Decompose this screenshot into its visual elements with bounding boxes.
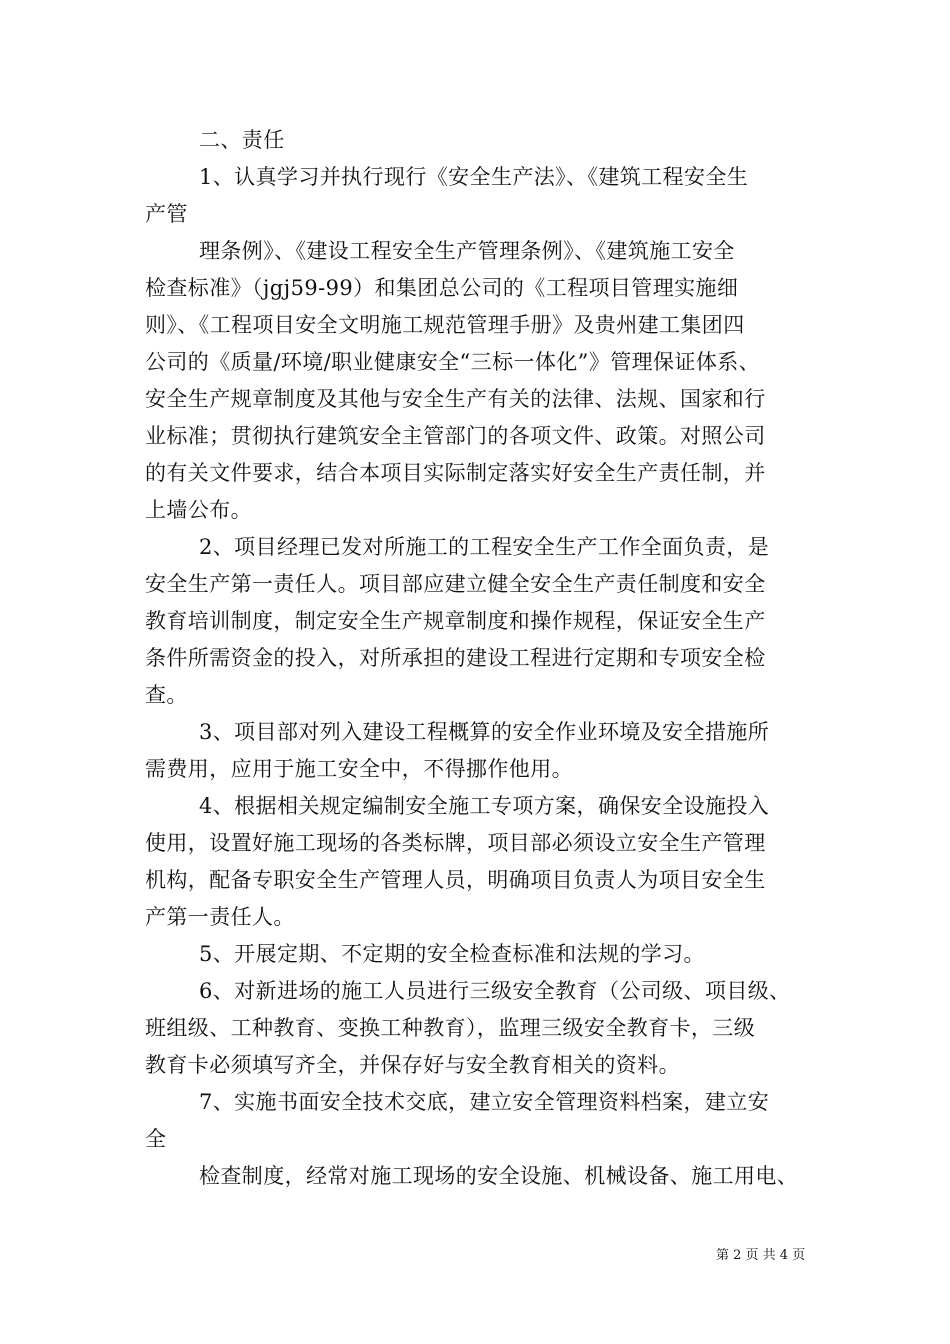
paragraph-4-line-4: 产第一责任人。 xyxy=(145,905,295,929)
paragraph-1b-line-5: 安全生产规章制度及其他与安全生产有关的法律、法规、国家和行 xyxy=(145,387,766,411)
paragraph-1b-line-3: 则》、《工程项目安全文明施工规范管理手册》及贵州建工集团四 xyxy=(145,313,745,337)
paragraph-2-line-4: 条件所需资金的投入，对所承担的建设工程进行定期和专项安全检 xyxy=(145,646,766,670)
paragraph-1b-line-2: 检查标准》（jgj59-99）和集团总公司的《工程项目管理实施细 xyxy=(145,276,739,300)
paragraph-7-line-2: 全 xyxy=(145,1127,167,1151)
section-heading: 二、责任 xyxy=(199,128,285,152)
paragraph-1b-line-4: 公司的《质量/环境/职业健康安全“三标一体化”》管理保证体系、 xyxy=(145,350,761,374)
paragraph-7b-line-1: 检查制度，经常对施工现场的安全设施、机械设备、施工用电、 xyxy=(199,1164,799,1188)
paragraph-6-line-3: 教育卡必须填写齐全，并保存好与安全教育相关的资料。 xyxy=(145,1053,680,1077)
paragraph-5-line-1: 5、开展定期、不定期的安全检查标准和法规的学习。 xyxy=(199,942,705,966)
paragraph-2-line-1: 2、项目经理已发对所施工的工程安全生产工作全面负责，是 xyxy=(199,535,770,559)
paragraph-1b-line-1: 理条例》、《建设工程安全生产管理条例》、《建筑施工安全 xyxy=(199,239,735,263)
paragraph-1b-line-8: 上墙公布。 xyxy=(145,498,252,522)
paragraph-1b-line-7: 的有关文件要求，结合本项目实际制定落实好安全生产责任制，并 xyxy=(145,461,766,485)
page-number: 第 2 页 共 4 页 xyxy=(716,1248,806,1263)
paragraph-4-line-1: 4、根据相关规定编制安全施工专项方案，确保安全设施投入 xyxy=(199,794,770,818)
paragraph-4-line-3: 机构，配备专职安全生产管理人员，明确项目负责人为项目安全生 xyxy=(145,868,766,892)
paragraph-7-line-1: 7、实施书面安全技术交底，建立安全管理资料档案，建立安 xyxy=(199,1090,770,1114)
paragraph-2-line-2: 安全生产第一责任人。项目部应建立健全安全生产责任制度和安全 xyxy=(145,572,766,596)
paragraph-6-line-2: 班组级、工种教育、变换工种教育），监理三级安全教育卡，三级 xyxy=(145,1016,756,1040)
paragraph-3-line-2: 需费用，应用于施工安全中，不得挪作他用。 xyxy=(145,757,573,781)
paragraph-2-line-5: 查。 xyxy=(145,683,188,707)
paragraph-2-line-3: 教育培训制度，制定安全生产规章制度和操作规程，保证安全生产 xyxy=(145,609,766,633)
paragraph-1b-line-6: 业标准；贯彻执行建筑安全主管部门的各项文件、政策。对照公司 xyxy=(145,424,766,448)
paragraph-6-line-1: 6、对新进场的施工人员进行三级安全教育（公司级、项目级、 xyxy=(199,979,791,1003)
paragraph-3-line-1: 3、项目部对列入建设工程概算的安全作业环境及安全措施所 xyxy=(199,720,770,744)
paragraph-1-line-1: 1、认真学习并执行现行《安全生产法》、《建筑工程安全生 xyxy=(199,165,749,189)
paragraph-1-line-2: 产管 xyxy=(145,202,188,226)
paragraph-4-line-2: 使用，设置好施工现场的各类标牌，项目部必须设立安全生产管理 xyxy=(145,831,766,855)
